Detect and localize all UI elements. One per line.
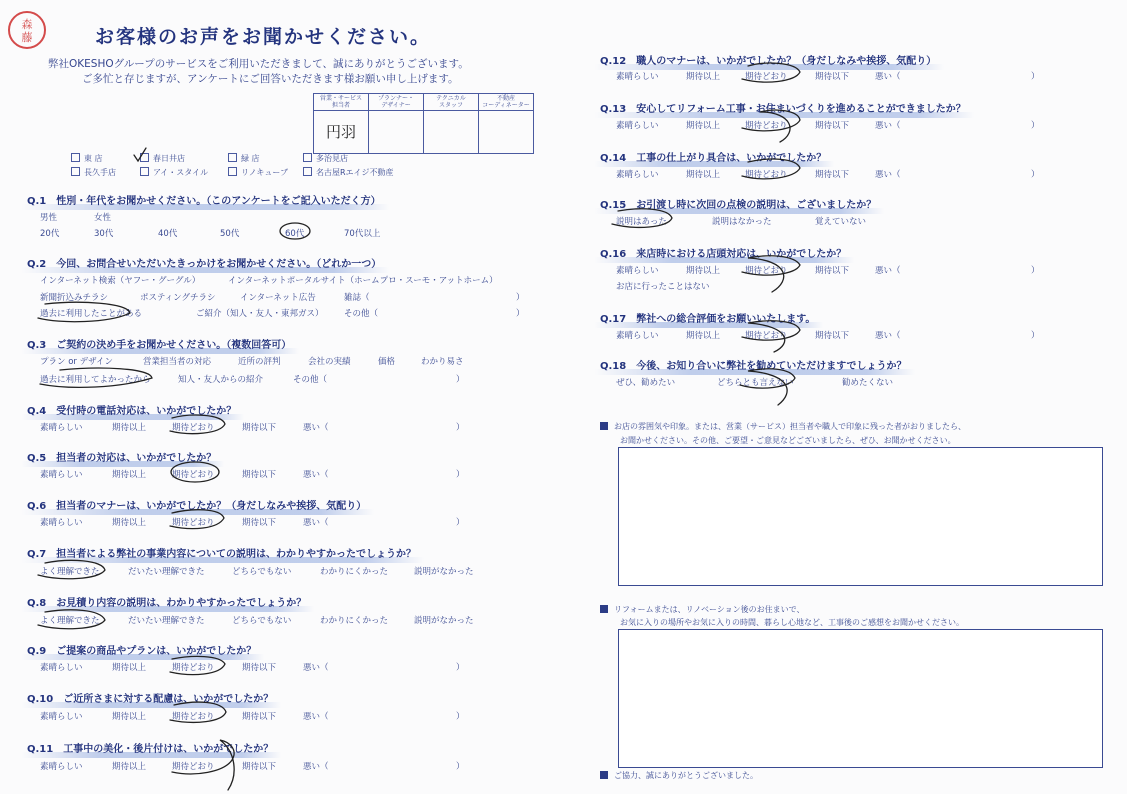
svg-text:藤: 藤 [21,31,33,44]
q14-header: Q.14 工事の仕上がり具合は、いかがでしたか？ [600,149,826,164]
q4-option-bad[interactable]: 悪い（ [303,423,329,433]
q14-bad-close: ） [1031,170,1040,180]
q4-option-as-expected[interactable]: 期待どおり [172,423,215,433]
comment1-label-1: お店の雰囲気や印象。または、営業（サービス）担当者や職人で印象に残った者がおりましたら、 [600,421,966,432]
staff-header-sales: 営業・サービス 担当者 [314,94,369,111]
staff-header-planner: プランナー・ デザイナー [369,94,424,111]
q11-option-below[interactable]: 期待以下 [242,762,277,772]
q14-option-as-expected[interactable]: 期待どおり [745,170,788,180]
q7-header: Q.7 担当者による弊社の事業内容についての説明は、わかりやすかったでしょうか？ [27,545,416,560]
q3-option-sales-response[interactable]: 営業担当者の対応 [143,357,212,367]
staff-sales-value[interactable]: 円羽 [314,111,369,154]
q10-bad-close: ） [456,712,465,722]
q17-option-bad[interactable]: 悪い（ [875,331,901,341]
q12-option-bad[interactable]: 悪い（ [875,72,901,82]
q9-option-as-expected[interactable]: 期待どおり [172,663,215,673]
q8-option-hard[interactable]: わかりにくかった [320,616,389,626]
q11-option-as-expected[interactable]: 期待どおり [172,762,215,772]
q18-header: Q.18 今後、お知り合いに弊社を勧めていただけますでしょうか？ [600,357,907,372]
bullet-square-icon [600,605,608,613]
q9-option-bad[interactable]: 悪い（ [303,663,329,673]
q13-option-above[interactable]: 期待以上 [686,121,721,131]
q11-bad-close: ） [456,762,465,772]
q3-header: Q.3 ご契約の決め手をお聞かせください。（複数回答可） [27,336,291,351]
q15-header: Q.15 お引渡し時に次回の点検の説明は、ございましたか？ [600,196,876,211]
q9-bad-close: ） [456,663,465,673]
q1-option-20s[interactable]: 20代 [40,229,60,239]
store-checkbox-kasugai[interactable]: 春日井店 [140,153,185,164]
q5-option-bad[interactable]: 悪い（ [303,470,329,480]
q16-option-above[interactable]: 期待以上 [686,266,721,276]
q18-option-not-recommend[interactable]: 勧めたくない [842,378,894,388]
comment1-label-2: お聞かせください。その他、ご要望・ご意見などございましたら、ぜひ、お聞かせください。 [620,436,956,445]
q6-option-above[interactable]: 期待以上 [112,518,147,528]
store-checkbox-east[interactable]: 東 店 [71,153,103,164]
q7-option-mostly-understood[interactable]: だいたい理解できた [128,567,205,577]
q3-option-track-record[interactable]: 会社の実績 [308,357,351,367]
q6-header: Q.6 担当者のマナーは、いかがでしたか？（身だしなみや挨拶、気配り） [27,497,366,512]
q5-option-below[interactable]: 期待以下 [242,470,277,480]
q13-option-excellent[interactable]: 素晴らしい [616,121,659,131]
q12-option-above[interactable]: 期待以上 [686,72,721,82]
q14-option-excellent[interactable]: 素晴らしい [616,170,659,180]
footer-thanks: ご協力、誠にありがとうございました。 [600,770,758,781]
q2-option-past-use[interactable]: 過去に利用したことがある [40,309,143,319]
intro-line-1: 弊社OKESHOグループのサービスをご利用いただきまして、誠にありがとうございます。 [48,58,469,70]
q10-option-excellent[interactable]: 素晴らしい [40,712,83,722]
q8-option-understood-well[interactable]: よく理解できた [40,616,100,626]
q6-option-excellent[interactable]: 素晴らしい [40,518,83,528]
q8-option-mostly-understood[interactable]: だいたい理解できた [128,616,205,626]
q1-option-60s[interactable]: 60代 [285,229,305,239]
q5-option-excellent[interactable]: 素晴らしい [40,470,83,480]
q15-option-dont-remember[interactable]: 覚えていない [815,217,867,227]
svg-text:森: 森 [21,18,33,31]
q6-bad-close: ） [456,518,465,528]
q2-header: Q.2 今回、お問合せいただいたきっかけをお聞かせください。（どれか一つ） [27,255,381,270]
q12-option-below[interactable]: 期待以下 [815,72,850,82]
q9-option-below[interactable]: 期待以下 [242,663,277,673]
staff-technical-value[interactable] [424,111,479,154]
comment2-label-2: お気に入りの場所やお気に入りの時間、暮らし心地など、工事後のご感想をお聞かせください。 [620,618,964,627]
q2-option-newspaper-flyer[interactable]: 新聞折込みチラシ [40,293,109,303]
q7-option-hard[interactable]: わかりにくかった [320,567,389,577]
q18-option-recommend[interactable]: ぜひ、勧めたい [616,378,676,388]
survey-title: お客様のお声をお聞かせください。 [95,26,432,48]
q17-option-below[interactable]: 期待以下 [815,331,850,341]
comment1-textarea[interactable] [618,447,1103,586]
staff-header-technical: テクニカル スタッフ [424,94,479,111]
q4-header: Q.4 受付時の電話対応は、いかがでしたか？ [27,402,236,417]
q2-option-internet-ad[interactable]: インターネット広告 [240,293,316,303]
store-checkbox-nagoya-r-age[interactable]: 名古屋Rエイジ不動産 [303,167,394,178]
q4-bad-close: ） [456,423,465,433]
q17-header: Q.17 弊社への総合評価をお願いいたします。 [600,310,815,325]
q17-option-as-expected[interactable]: 期待どおり [745,331,788,341]
q13-header: Q.13 安心してリフォーム工事・お住まいづくりを進めることができましたか？ [600,100,966,115]
q13-option-bad[interactable]: 悪い（ [875,121,901,131]
q2-option-magazine[interactable]: 雑誌（ [344,293,370,303]
store-checkbox-i-style[interactable]: アイ・スタイル [140,167,208,178]
q4-option-excellent[interactable]: 素晴らしい [40,423,83,433]
q16-option-below[interactable]: 期待以下 [815,266,850,276]
q4-option-above[interactable]: 期待以上 [112,423,147,433]
q11-option-bad[interactable]: 悪い（ [303,762,329,772]
q13-option-as-expected[interactable]: 期待どおり [745,121,788,131]
staff-header-realestate: 不動産 コーディネーター [479,94,534,111]
staff-planner-value[interactable] [369,111,424,154]
staff-table [313,93,534,154]
q1-option-70s[interactable]: 70代以上 [344,229,381,239]
q9-option-excellent[interactable]: 素晴らしい [40,663,83,673]
q16-bad-close: ） [1031,266,1040,276]
store-checkbox-tajimi[interactable]: 多治見店 [303,153,348,164]
q3-option-plan-design[interactable]: プラン or デザイン [40,357,114,367]
q1-option-30s[interactable]: 30代 [94,229,114,239]
q16-header: Q.16 来店時における店頭対応は、いかがでしたか？ [600,245,846,260]
store-checkbox-nagakute[interactable]: 長久手店 [71,167,116,178]
comment2-label-1: リフォームまたは、リノベーション後のお住まいで、 [600,604,804,615]
q3-option-past-good[interactable]: 過去に利用してよかったから [40,375,151,385]
q11-option-excellent[interactable]: 素晴らしい [40,762,83,772]
q3-other-close: ） [456,375,465,385]
q2-option-portal-site[interactable]: インターネットポータルサイト（ホームプロ・スーモ・アットホーム） [228,276,498,286]
comment2-textarea[interactable] [618,629,1103,768]
q15-option-explained[interactable]: 説明はあった [616,217,667,227]
q18-option-undecided[interactable]: どちらとも言えない [717,378,794,388]
staff-realestate-value[interactable] [479,111,534,154]
q6-option-bad[interactable]: 悪い（ [303,518,329,528]
q1-option-male[interactable]: 男性 [40,213,58,223]
q9-header: Q.9 ご提案の商品やプランは、いかがでしたか？ [27,642,256,657]
q10-header: Q.10 ご近所さまに対する配慮は、いかがでしたか？ [27,690,273,705]
q10-option-bad[interactable]: 悪い（ [303,712,329,722]
q15-option-not-explained[interactable]: 説明はなかった [712,217,772,227]
q6-option-as-expected[interactable]: 期待どおり [172,518,215,528]
q1-option-50s[interactable]: 50代 [220,229,240,239]
q3-option-price[interactable]: 価格 [378,357,396,367]
q5-option-as-expected[interactable]: 期待どおり [172,470,215,480]
q12-header: Q.12 職人のマナーは、いかがでしたか？（身だしなみや挨拶、気配り） [600,52,936,67]
q5-header: Q.5 担当者の対応は、いかがでしたか？ [27,449,216,464]
q16-option-excellent[interactable]: 素晴らしい [616,266,659,276]
q2-other-close: ） [516,309,525,319]
q12-option-as-expected[interactable]: 期待どおり [745,72,788,82]
q12-bad-close: ） [1031,72,1040,82]
q2-option-referral[interactable]: ご紹介（知人・友人・東邦ガス） [196,309,324,319]
q6-option-below[interactable]: 期待以下 [242,518,277,528]
q8-header: Q.8 お見積り内容の説明は、わかりやすかったでしょうか？ [27,594,306,609]
store-checkbox-renocube[interactable]: リノキューブ [228,167,288,178]
q1-option-40s[interactable]: 40代 [158,229,178,239]
q10-option-below[interactable]: 期待以下 [242,712,277,722]
bullet-square-icon [600,771,608,779]
q16-option-as-expected[interactable]: 期待どおり [745,266,788,276]
q12-option-excellent[interactable]: 素晴らしい [616,72,659,82]
q10-option-above[interactable]: 期待以上 [112,712,147,722]
q1-option-female[interactable]: 女性 [94,213,112,223]
bullet-square-icon [600,422,608,430]
q1-header: Q.1 性別・年代をお聞かせください。（このアンケートをご記入いただく方） [27,192,381,207]
q11-option-above[interactable]: 期待以上 [112,762,147,772]
q5-option-above[interactable]: 期待以上 [112,470,147,480]
q14-option-below[interactable]: 期待以下 [815,170,850,180]
seal-stamp [5,8,49,52]
q9-option-above[interactable]: 期待以上 [112,663,147,673]
q3-option-reputation[interactable]: 近所の評判 [238,357,281,367]
q2-option-internet-search[interactable]: インターネット検索（ヤフー・グーグル） [40,276,201,286]
q2-option-other[interactable]: その他（ [344,309,379,319]
q4-option-below[interactable]: 期待以下 [242,423,277,433]
intro-line-2: ご多忙と存じますが、アンケートにご回答いただきます様お願い申し上げます。 [82,73,459,85]
q17-bad-close: ） [1031,331,1040,341]
q2-option-posting-flyer[interactable]: ポスティングチラシ [140,293,216,303]
q13-option-below[interactable]: 期待以下 [815,121,850,131]
q7-option-neutral[interactable]: どちらでもない [232,567,292,577]
store-checkbox-midori[interactable]: 緑 店 [228,153,260,164]
q16-option-never-visited[interactable]: お店に行ったことはない [616,282,710,292]
q3-option-clarity[interactable]: わかり易さ [421,357,464,367]
q14-option-above[interactable]: 期待以上 [686,170,721,180]
q8-option-no-explanation[interactable]: 説明がなかった [414,616,474,626]
q11-header: Q.11 工事中の美化・後片付けは、いかがでしたか？ [27,740,273,755]
q2-magazine-close: ） [516,293,525,303]
q17-option-excellent[interactable]: 素晴らしい [616,331,659,341]
q3-option-referral[interactable]: 知人・友人からの紹介 [178,375,264,385]
q17-option-above[interactable]: 期待以上 [686,331,721,341]
q7-option-understood-well[interactable]: よく理解できた [40,567,100,577]
q7-option-no-explanation[interactable]: 説明がなかった [414,567,474,577]
q5-bad-close: ） [456,470,465,480]
q16-option-bad[interactable]: 悪い（ [875,266,901,276]
q10-option-as-expected[interactable]: 期待どおり [172,712,215,722]
q13-bad-close: ） [1031,121,1040,131]
q3-option-other[interactable]: その他（ [293,375,328,385]
q8-option-neutral[interactable]: どちらでもない [232,616,292,626]
q14-option-bad[interactable]: 悪い（ [875,170,901,180]
